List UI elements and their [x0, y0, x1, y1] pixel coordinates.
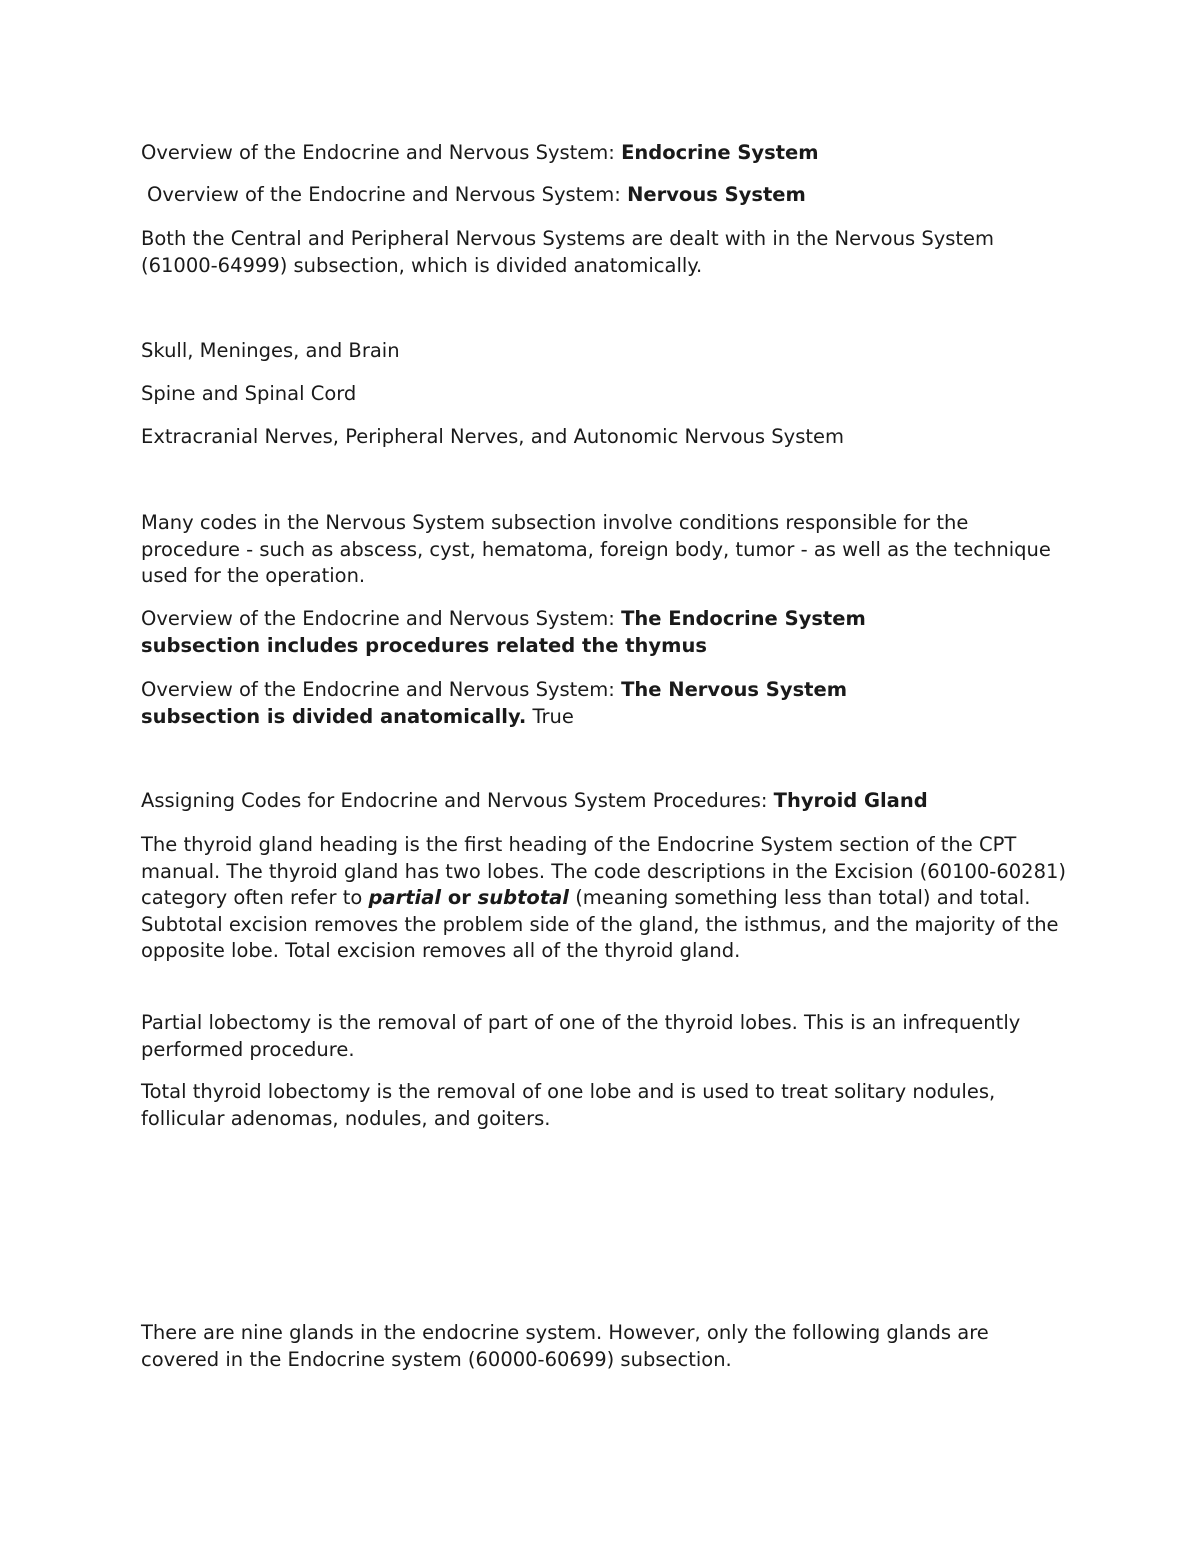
heading-bold-text: Nervous System [627, 183, 806, 206]
paragraph-text: (meaning something less than total) and total. Subtotal excision removes the problem side of the gland, the isthmus, and the majority of the opposite lobe. Total excision removes all of the thyroid gland. [141, 886, 1059, 962]
emphasis-partial: partial [368, 886, 442, 909]
heading-endocrine-overview [141, 140, 1071, 167]
heading-nervous-overview [147, 182, 1077, 209]
emphasis-subtotal: subtotal [477, 886, 569, 909]
paragraph-nervous-codes: Many codes in the Nervous System subsection involve conditions responsible for the procedure - such as abscess, cyst, hematoma, foreign body, tumor - as well as the technique used for the operation. [141, 511, 1051, 587]
heading-text: Overview of the Endocrine and Nervous System: [141, 607, 622, 630]
heading-bold-text: Thyroid Gland [773, 789, 928, 812]
heading-nervous-anatomical [141, 677, 941, 730]
emphasis-or: or [441, 886, 478, 909]
answer-text: True [526, 704, 574, 728]
heading-endocrine-thymus [141, 606, 961, 659]
paragraph-total-lobectomy: Total thyroid lobectomy is the removal of one lobe and is used to treat solitary nodules, follicular adenomas, nodules, and goiters. [141, 1080, 996, 1130]
list-item: Spine and Spinal Cord [141, 382, 357, 405]
heading-bold-text: The Endocrine System subsection includes procedures related the thymus [141, 607, 866, 657]
heading-text: Overview of the Endocrine and Nervous System: [141, 141, 622, 164]
paragraph-nine-glands: There are nine glands in the endocrine system. However, only the following glands are covered in the Endocrine system (60000-60699) subsection. [141, 1321, 989, 1371]
paragraph-text: The thyroid gland heading is the first heading of the Endocrine System section of the CPT manual. The thyroid gland has two lobes. The code descriptions in the Excision (60100-60281) category often refer to [141, 833, 1066, 909]
paragraph-partial-lobectomy: Partial lobectomy is the removal of part of one of the thyroid lobes. This is an infrequently performed procedure. [141, 1011, 1021, 1061]
heading-bold-text: The Nervous System subsection is divided anatomically. [141, 678, 848, 728]
list-item: Skull, Meninges, and Brain [141, 339, 400, 362]
heading-thyroid-gland [141, 788, 1071, 815]
heading-text: Overview of the Endocrine and Nervous System: [147, 183, 628, 206]
paragraph-nervous-intro: Both the Central and Peripheral Nervous Systems are dealt with in the Nervous System (61000-64999) subsection, which is divided anatomically. [141, 227, 995, 277]
list-item: Extracranial Nerves, Peripheral Nerves, and Autonomic Nervous System [141, 425, 844, 448]
heading-text: Overview of the Endocrine and Nervous System: [141, 678, 622, 701]
heading-text: Assigning Codes for Endocrine and Nervous System Procedures: [141, 789, 774, 812]
heading-bold-text: Endocrine System [621, 141, 819, 164]
paragraph-thyroid-heading [141, 832, 1071, 965]
